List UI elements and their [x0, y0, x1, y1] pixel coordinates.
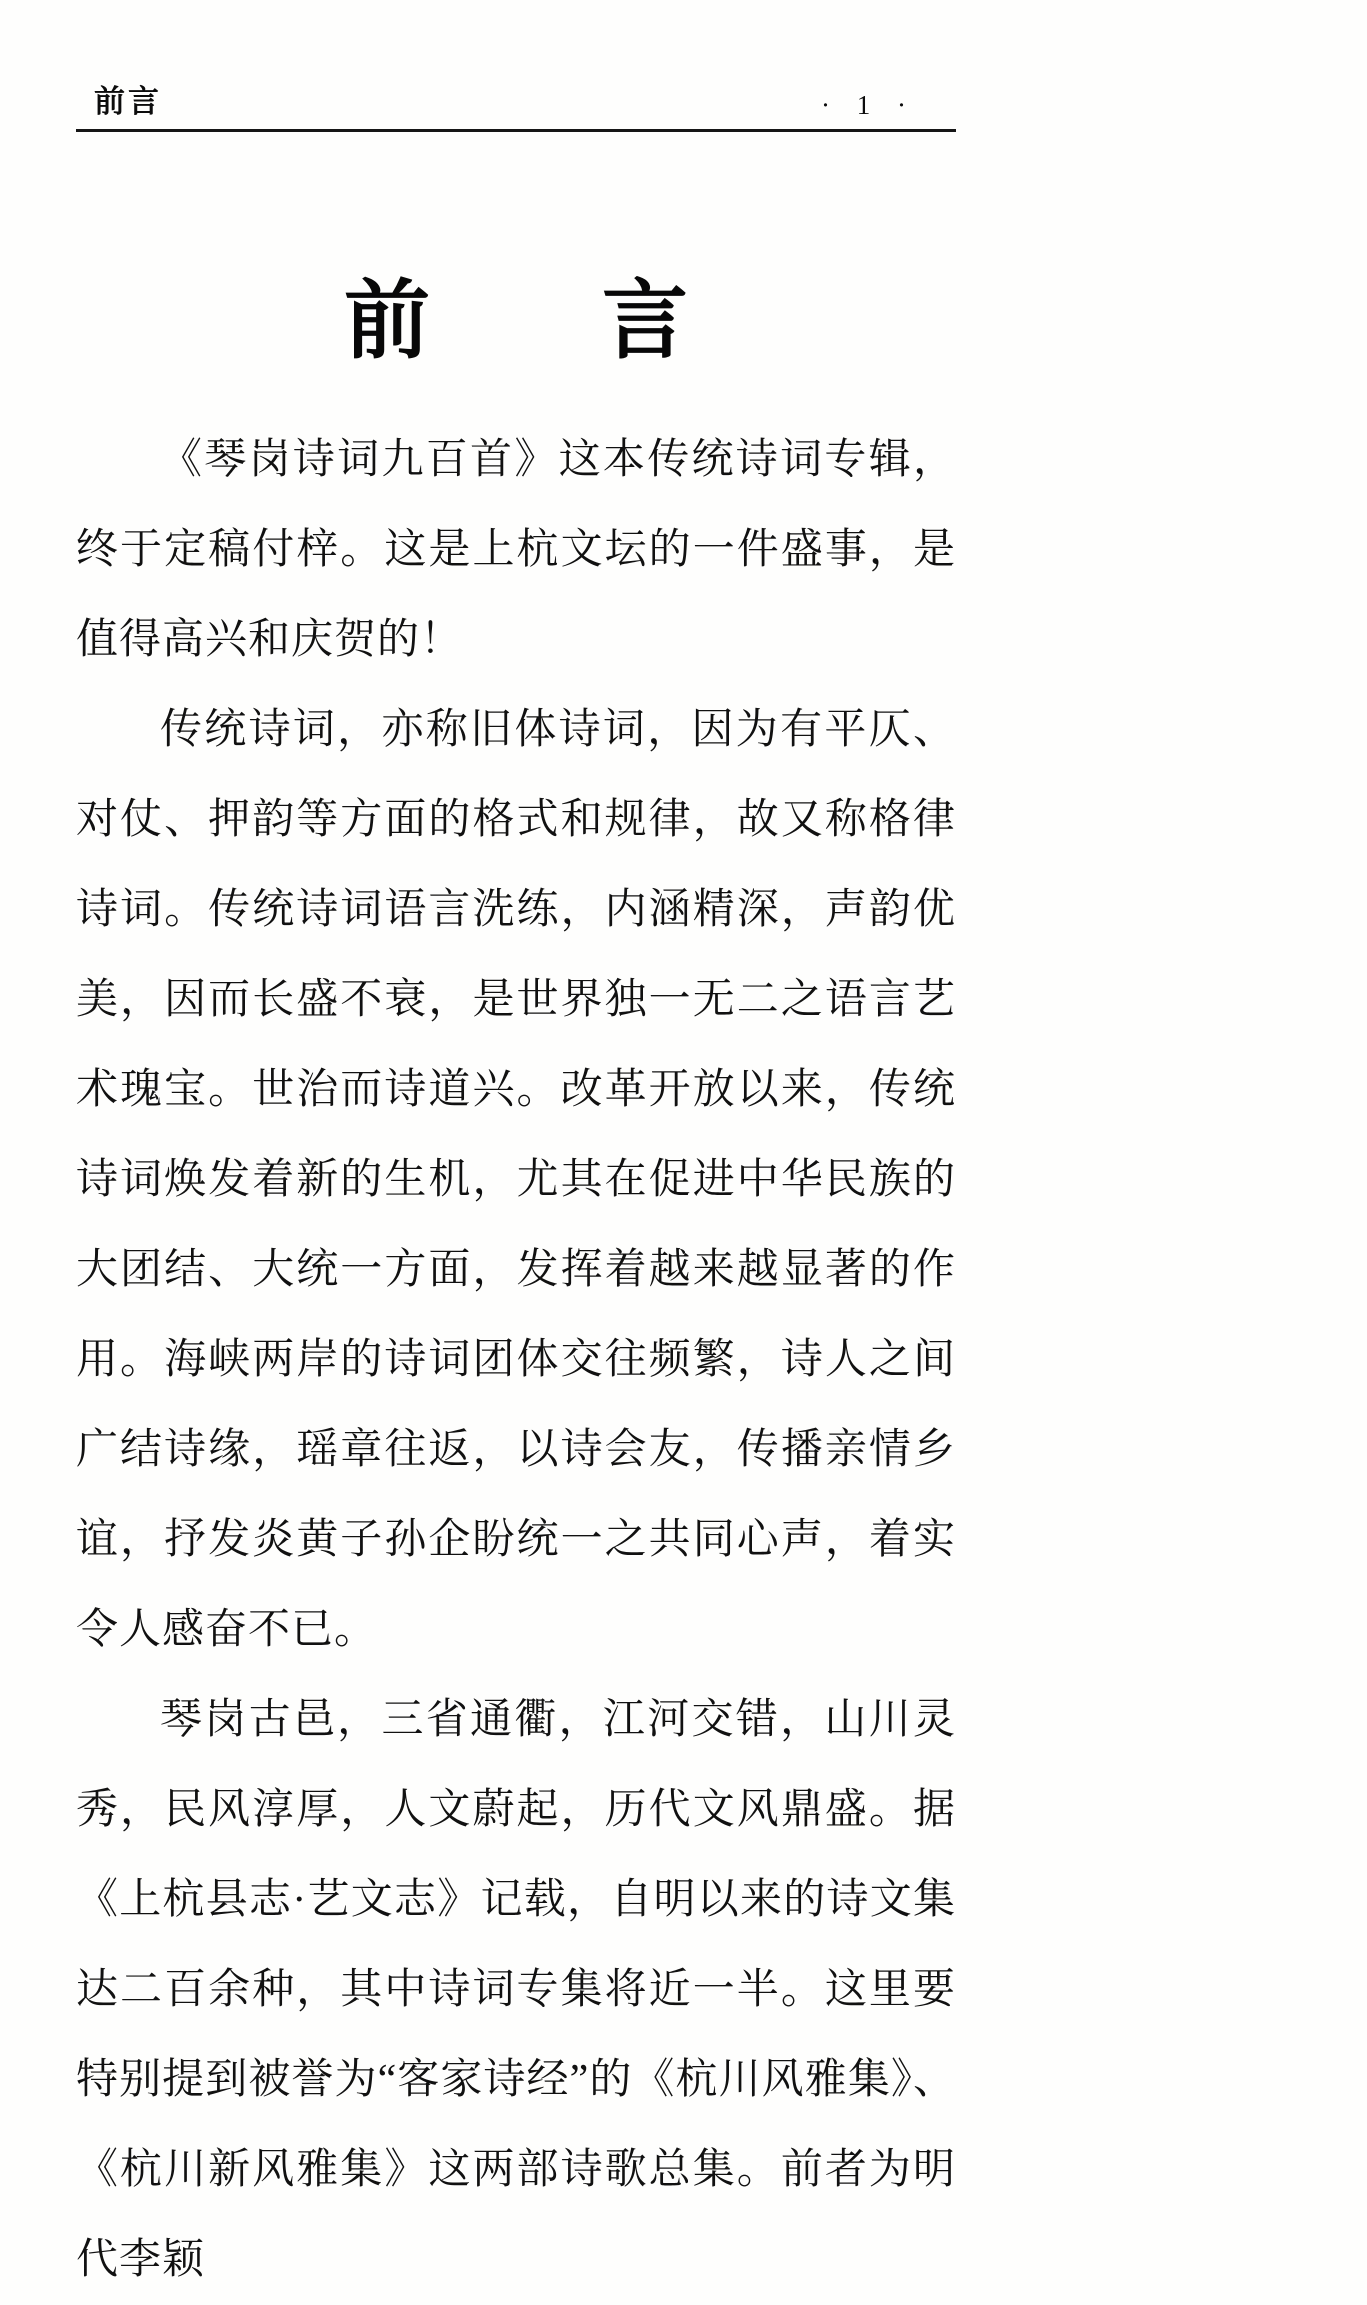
- preface-body: [76, 415, 956, 2305]
- page-number: · 1 ·: [821, 90, 916, 120]
- page-header: [76, 76, 956, 132]
- page-title: 前 言: [344, 273, 688, 369]
- paragraph: 《琴岗诗词九百首》这本传统诗词专辑，终于定稿付梓。这是上杭文坛的一件盛事，是值得高兴和庆贺的！: [76, 436, 956, 663]
- running-title: 前言: [94, 84, 162, 119]
- paragraph: 传统诗词，亦称旧体诗词，因为有平仄、对仗、押韵等方面的格式和规律，故又称格律诗词。传统诗词语言洗练，内涵精深，声韵优美，因而长盛不衰，是世界独一无二之语言艺术瑰宝。世治而诗道兴。改革开放以来，传统诗词焕发着新的生机，尤其在促进中华民族的大团结、大统一方面，发挥着越来越显著的作用。海峡两岸的诗词团体交往频繁，诗人之间广结诗缘，瑶章往返，以诗会友，传播亲情乡谊，抒发炎黄子孙企盼统一之共同心声，着实令人感奋不已。: [76, 706, 956, 1653]
- paragraph: 琴岗古邑，三省通衢，江河交错，山川灵秀，民风淳厚，人文蔚起，历代文风鼎盛。据《上杭县志·艺文志》记载，自明以来的诗文集达二百余种，其中诗词专集将近一半。这里要特别提到被誉为“客家诗经”的《杭川风雅集》、《杭川新风雅集》这两部诗歌总集。前者为明代李颖: [76, 1696, 956, 2283]
- book-page: [76, 76, 956, 2305]
